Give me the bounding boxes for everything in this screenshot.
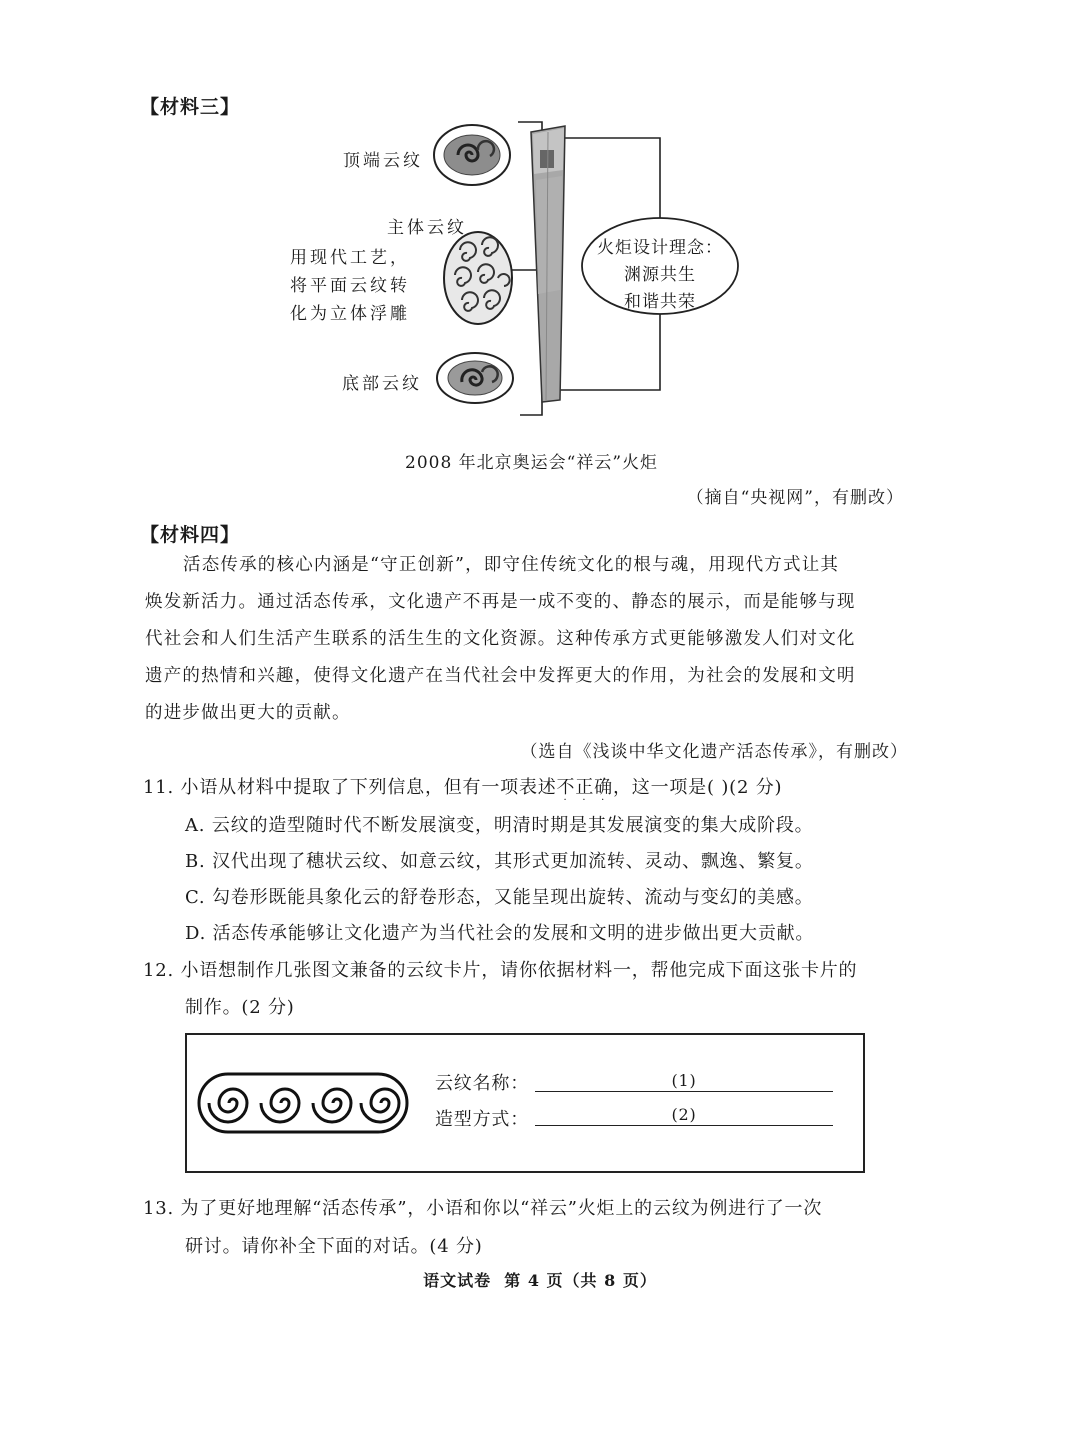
q11-emphasis: 不 ·	[556, 777, 576, 806]
cloud-pattern-top-icon	[434, 125, 510, 185]
blank-number: (2)	[671, 1105, 697, 1124]
q11-emphasis-char: 不	[556, 777, 576, 798]
cloud-pattern-body-icon	[444, 232, 512, 324]
card-method-label: 造型方式：	[435, 1109, 529, 1130]
material3-title: 【材料三】	[140, 96, 241, 118]
label-body-desc	[290, 244, 410, 328]
q11-stem-tail: ，这一项是( )(2 分)	[612, 777, 783, 798]
torch-icon	[531, 126, 565, 402]
label-body-desc-line: 化为立体浮雕	[290, 304, 410, 324]
paragraph-line: 代社会和人们生活产生联系的活生生的文化资源。这种传承方式更能够激发人们对文化	[145, 629, 856, 649]
cloud-card	[185, 1033, 865, 1173]
material4-source: （选自《浅谈中华文化遗产活态传承》，有删改）	[520, 742, 908, 762]
q11-emphasis-char: 正	[575, 777, 595, 798]
q11-emphasis: 确 ·	[594, 777, 613, 806]
torch-concept-line: 渊源共生	[624, 265, 696, 285]
material4-title: 【材料四】	[140, 524, 241, 546]
material3-source: （摘自“央视网”，有删改）	[686, 488, 904, 508]
label-body-pattern: 主体云纹	[387, 218, 467, 238]
label-bottom-pattern: 底部云纹	[342, 374, 422, 394]
figure-caption: 2008 年北京奥运会“祥云”火炬	[405, 453, 659, 473]
card-name-blank[interactable]	[535, 1071, 833, 1092]
torch-concept	[590, 235, 730, 316]
q11-option-b[interactable]: B. 汉代出现了穗状云纹、如意云纹，其形式更加流转、灵动、飘逸、繁复。	[185, 851, 814, 872]
question-12-line2: 制作。(2 分)	[185, 997, 295, 1018]
page-footer: 语文试卷 第 4 页（共 8 页）	[423, 1271, 657, 1290]
label-body-desc-line: 用现代工艺，	[290, 248, 410, 268]
spiral-cloud-card-icon	[195, 1071, 415, 1137]
paragraph-line: 活态传承的核心内涵是“守正创新”，即守住传统文化的根与魂，用现代方式让其	[183, 555, 840, 575]
material4-paragraph	[145, 547, 925, 732]
q11-option-d[interactable]: D. 活态传承能够让文化遗产为当代社会的发展和文明的进步做出更大贡献。	[185, 923, 815, 944]
q11-option-a[interactable]: A. 云纹的造型随时代不断发展演变，明清时期是其发展演变的集大成阶段。	[185, 815, 814, 836]
blank-number: (1)	[671, 1071, 697, 1090]
label-top-pattern: 顶端云纹	[343, 151, 423, 171]
q11-emphasis: 正 ·	[575, 777, 595, 806]
paragraph-line: 焕发新活力。通过活态传承，文化遗产不再是一成不变的、静态的展示，而是能够与现	[145, 592, 856, 612]
paragraph-line: 遗产的热情和兴趣，使得文化遗产在当代社会中发挥更大的作用，为社会的发展和文明	[145, 666, 856, 686]
question-13-line1: 13. 为了更好地理解“活态传承”，小语和你以“祥云”火炬上的云纹为例进行了一次	[143, 1198, 823, 1219]
torch-concept-line: 和谐共荣	[624, 292, 696, 312]
paragraph-line: 的进步做出更大的贡献。	[145, 703, 351, 723]
question-13-line2: 研讨。请你补全下面的对话。(4 分)	[185, 1236, 483, 1257]
card-name-label: 云纹名称：	[435, 1073, 529, 1094]
q11-stem-text: 11. 小语从材料中提取了下列信息，但有一项表述	[143, 777, 557, 798]
q11-emphasis-char: 确	[594, 777, 613, 798]
card-method-blank[interactable]	[535, 1105, 833, 1126]
question-12-line1: 12. 小语想制作几张图文兼备的云纹卡片，请你依据材料一，帮他完成下面这张卡片的	[143, 960, 858, 981]
q11-option-c[interactable]: C. 勾卷形既能具象化云的舒卷形态，又能呈现出旋转、流动与变幻的美感。	[185, 887, 814, 908]
torch-concept-title: 火炬设计理念：	[597, 238, 723, 258]
label-body-desc-line: 将平面云纹转	[290, 276, 410, 296]
question-11-stem	[143, 773, 783, 806]
cloud-pattern-bottom-icon	[437, 353, 513, 403]
